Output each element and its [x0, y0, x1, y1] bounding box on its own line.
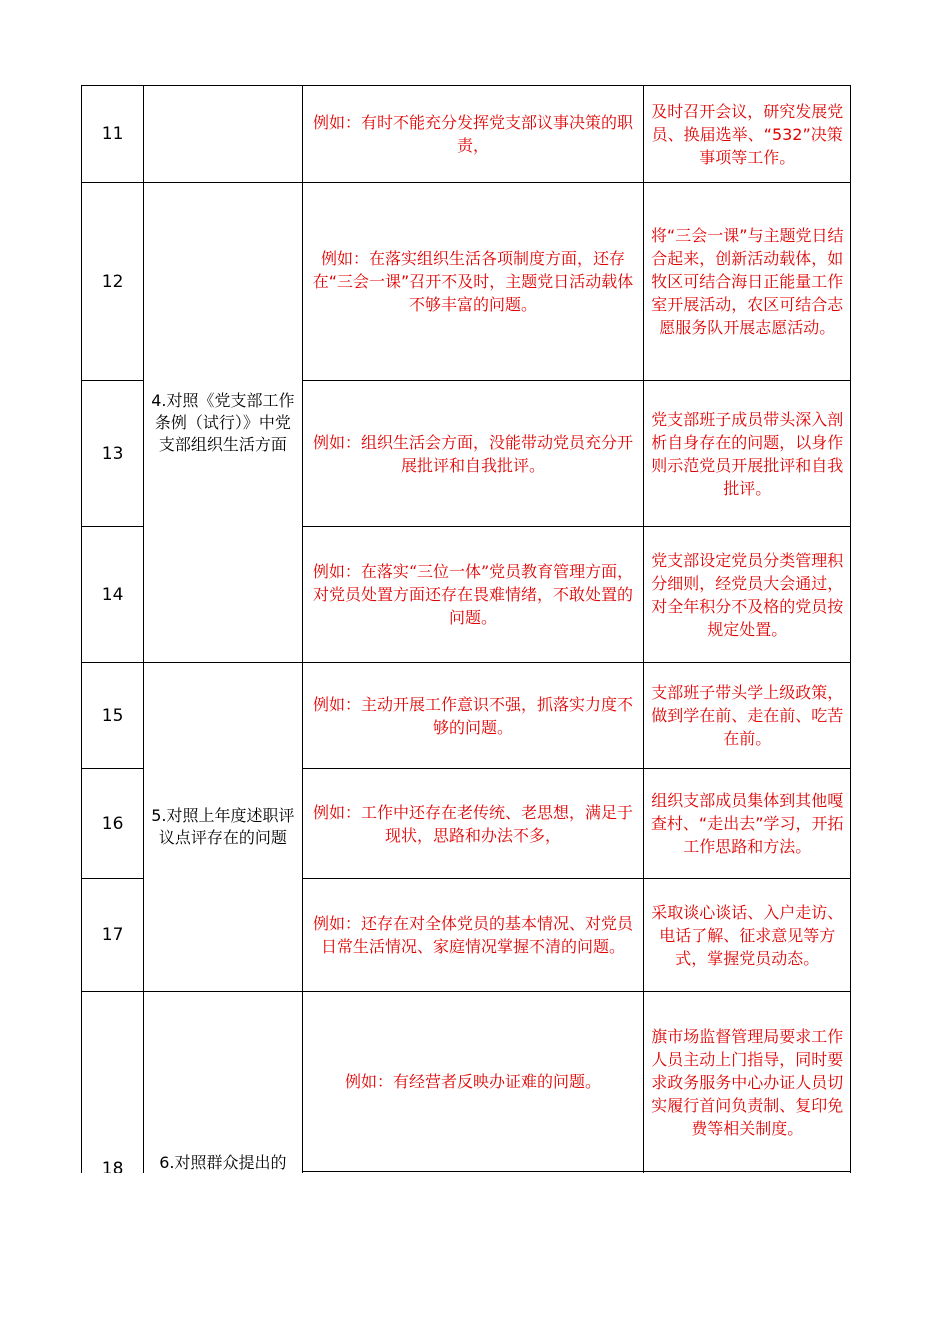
table-row	[82, 663, 851, 769]
issue-cell: 例如：在落实“三位一体”党员教育管理方面，对党员处置方面还存在畏难情绪，不敢处置的问题。	[302, 527, 644, 663]
category-cell-empty	[144, 86, 302, 183]
row-number: 13	[82, 381, 144, 527]
issue-cell: 例如：还存在对全体党员的基本情况、对党员日常生活情况、家庭情况掌握不清的问题。	[302, 879, 644, 992]
issue-cell: 例如：在落实组织生活各项制度方面，还存在“三会一课”召开不及时，主题党日活动载体不够丰富的问题。	[302, 183, 644, 381]
measure-cell: 党支部设定党员分类管理积分细则，经党员大会通过，对全年积分不及格的党员按规定处置。	[644, 527, 851, 663]
row-number: 15	[82, 663, 144, 769]
issue-cell: 例如：组织生活会方面，没能带动党员充分开展批评和自我批评。	[302, 381, 644, 527]
row-number: 14	[82, 527, 144, 663]
measure-cell: 支部班子带头学上级政策，做到学在前、走在前、吃苦在前。	[644, 663, 851, 769]
row-number: 12	[82, 183, 144, 381]
category-cell: 5.对照上年度述职评议点评存在的问题	[144, 663, 302, 992]
table-container	[81, 85, 851, 1173]
row-number: 16	[82, 769, 144, 879]
issue-cell: 例如：工作中还存在老传统、老思想，满足于现状，思路和办法不多，	[302, 769, 644, 879]
issue-cell: 例如：主动开展工作意识不强，抓落实力度不够的问题。	[302, 663, 644, 769]
table-row	[82, 183, 851, 381]
issue-cell: 例如：有时不能充分发挥党支部议事决策的职责，	[302, 86, 644, 183]
row-number: 18	[82, 992, 144, 1174]
row-number: 17	[82, 879, 144, 992]
measure-cell: 组织支部成员集体到其他嘎查村、“走出去”学习，开拓工作思路和方法。	[644, 769, 851, 879]
measure-cell: 采取谈心谈话、入户走访、电话了解、征求意见等方式，掌握党员动态。	[644, 879, 851, 992]
table-row	[82, 86, 851, 183]
category-cell: 6.对照群众提出的	[144, 992, 302, 1174]
measure-cell: 将“三会一课”与主题党日结合起来，创新活动载体，如牧区可结合海日正能量工作室开展活动，农区可结合志愿服务队开展志愿活动。	[644, 183, 851, 381]
category-cell: 4.对照《党支部工作条例（试行）》中党支部组织生活方面	[144, 183, 302, 663]
rectification-table	[81, 85, 851, 1173]
issue-cell: 例如：有经营者反映办证难的问题。	[302, 992, 644, 1174]
page-break-line	[303, 1171, 851, 1172]
measure-cell: 及时召开会议，研究发展党员、换届选举、“532”决策事项等工作。	[644, 86, 851, 183]
measure-cell: 旗市场监督管理局要求工作人员主动上门指导，同时要求政务服务中心办证人员切实履行首问负责制、复印免费等相关制度。	[644, 992, 851, 1174]
table-row	[82, 992, 851, 1174]
row-number: 11	[82, 86, 144, 183]
measure-cell: 党支部班子成员带头深入剖析自身存在的问题，以身作则示范党员开展批评和自我批评。	[644, 381, 851, 527]
